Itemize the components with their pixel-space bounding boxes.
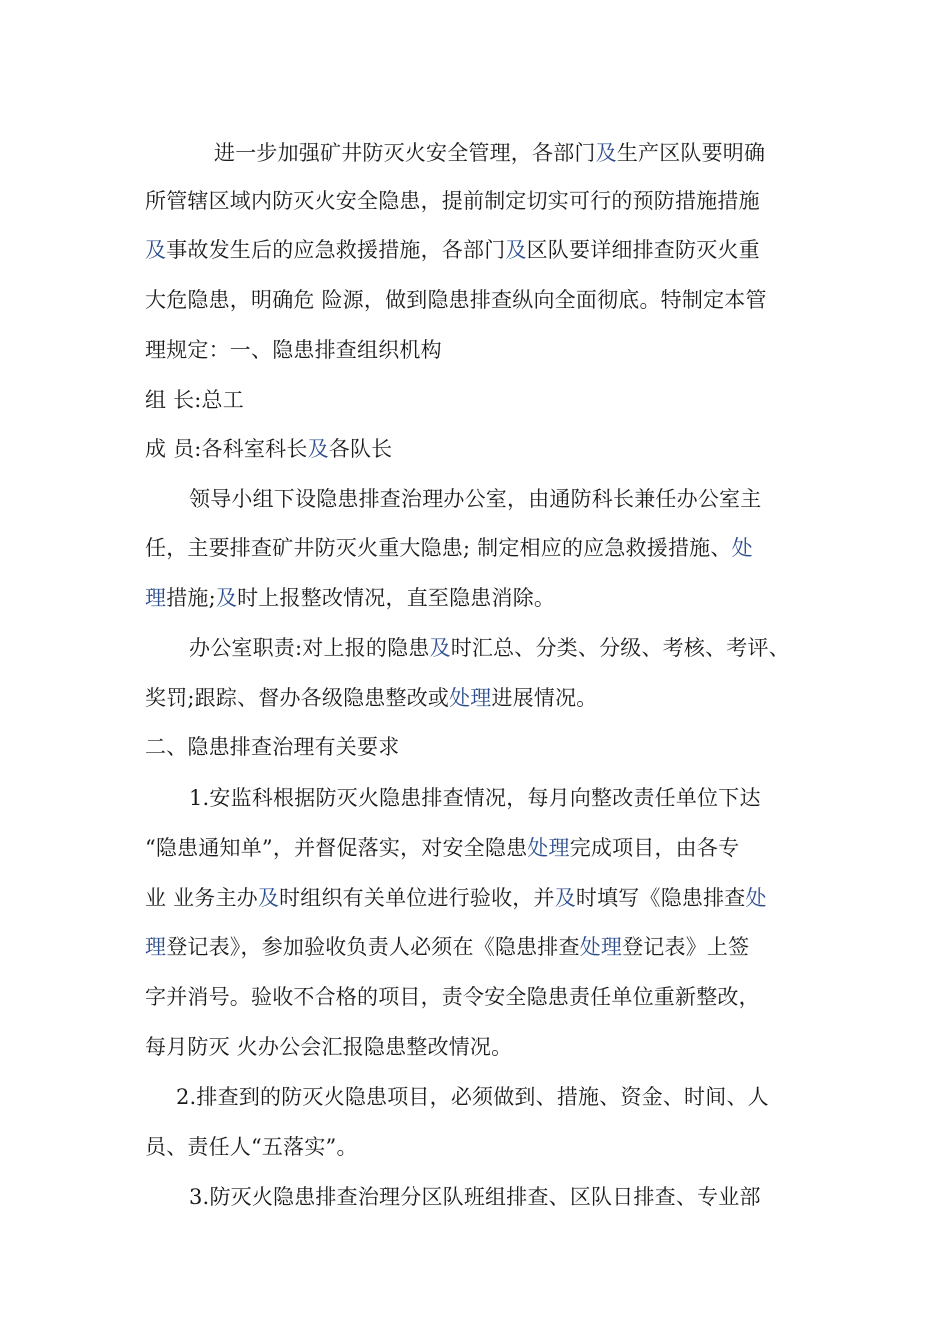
highlight-chuli: 处理 xyxy=(527,836,570,860)
highlight-chuli: 处理 xyxy=(449,686,492,710)
highlight-ji: 及 xyxy=(429,636,451,660)
item1-line2: “隐患通知单”，并督促落实，对安全隐患处理完成项目，由各专 xyxy=(145,836,740,860)
item1-line1: 1.安监科根据防灭火隐患排查情况，每月向整改责任单位下达 xyxy=(189,786,761,810)
item1-line4: 理登记表》，参加验收负责人必须在《隐患排查处理登记表》上签 xyxy=(145,935,750,959)
highlight-ji: 及 xyxy=(505,238,527,262)
para2-line1: 领导小组下设隐患排查治理办公室，由通防科长兼任办公室主 xyxy=(189,487,762,511)
highlight-chuli: 处理 xyxy=(579,935,623,959)
highlight-ji: 及 xyxy=(307,437,329,461)
para1-line2: 所管辖区域内防灭火安全隐患，提前制定切实可行的预防措施措施 xyxy=(145,189,760,213)
item1-line3: 业 业务主办及时组织有关单位进行验收，并及时填写《隐患排查处 xyxy=(145,886,767,910)
para1-line3: 及事故发生后的应急救援措施，各部门及区队要详细排查防灭火重 xyxy=(145,238,760,262)
highlight-ji: 及 xyxy=(554,886,576,910)
highlight-ji: 及 xyxy=(595,141,617,165)
item1-line6: 每月防灭 火办公会汇报隐患整改情况。 xyxy=(145,1035,513,1059)
item1-line5: 字并消号。验收不合格的项目，责令安全隐患责任单位重新整改， xyxy=(145,985,760,1009)
item2-line1: 2.排查到的防灭火隐患项目，必须做到、措施、资金、时间、人 xyxy=(176,1085,769,1109)
members-line: 成 员:各科室科长及各队长 xyxy=(145,437,393,461)
para2-line3: 理措施;及时上报整改情况，直至隐患消除。 xyxy=(145,586,556,610)
highlight-ji: 及 xyxy=(145,238,167,262)
item2-line2: 员、责任人“五落实”。 xyxy=(145,1135,358,1159)
para2-line2: 任，主要排查矿井防灭火重大隐患; 制定相应的应急救援措施、处 xyxy=(145,536,753,560)
para1-line4: 大危隐患，明确危 险源，做到隐患排查纵向全面彻底。特制定本管 xyxy=(145,288,767,312)
highlight-ji: 及 xyxy=(215,586,238,610)
para1-line5: 理规定：一、隐患排查组织机构 xyxy=(145,338,442,362)
para3-line2: 奖罚;跟踪、督办各级隐患整改或处理进展情况。 xyxy=(145,686,598,710)
leader-line: 组 长:总工 xyxy=(145,388,244,412)
para1-line1: 进一步加强矿井防灭火安全管理，各部门及生产区队要明确 xyxy=(214,141,766,165)
para3-line1: 办公室职责:对上报的隐患及时汇总、分类、分级、考核、考评、 xyxy=(189,636,790,660)
section-heading-2: 二、隐患排查治理有关要求 xyxy=(145,735,400,759)
item3-line1: 3.防灭火隐患排查治理分区队班组排查、区队日排查、专业部 xyxy=(189,1185,761,1209)
highlight-ji: 及 xyxy=(257,886,280,910)
